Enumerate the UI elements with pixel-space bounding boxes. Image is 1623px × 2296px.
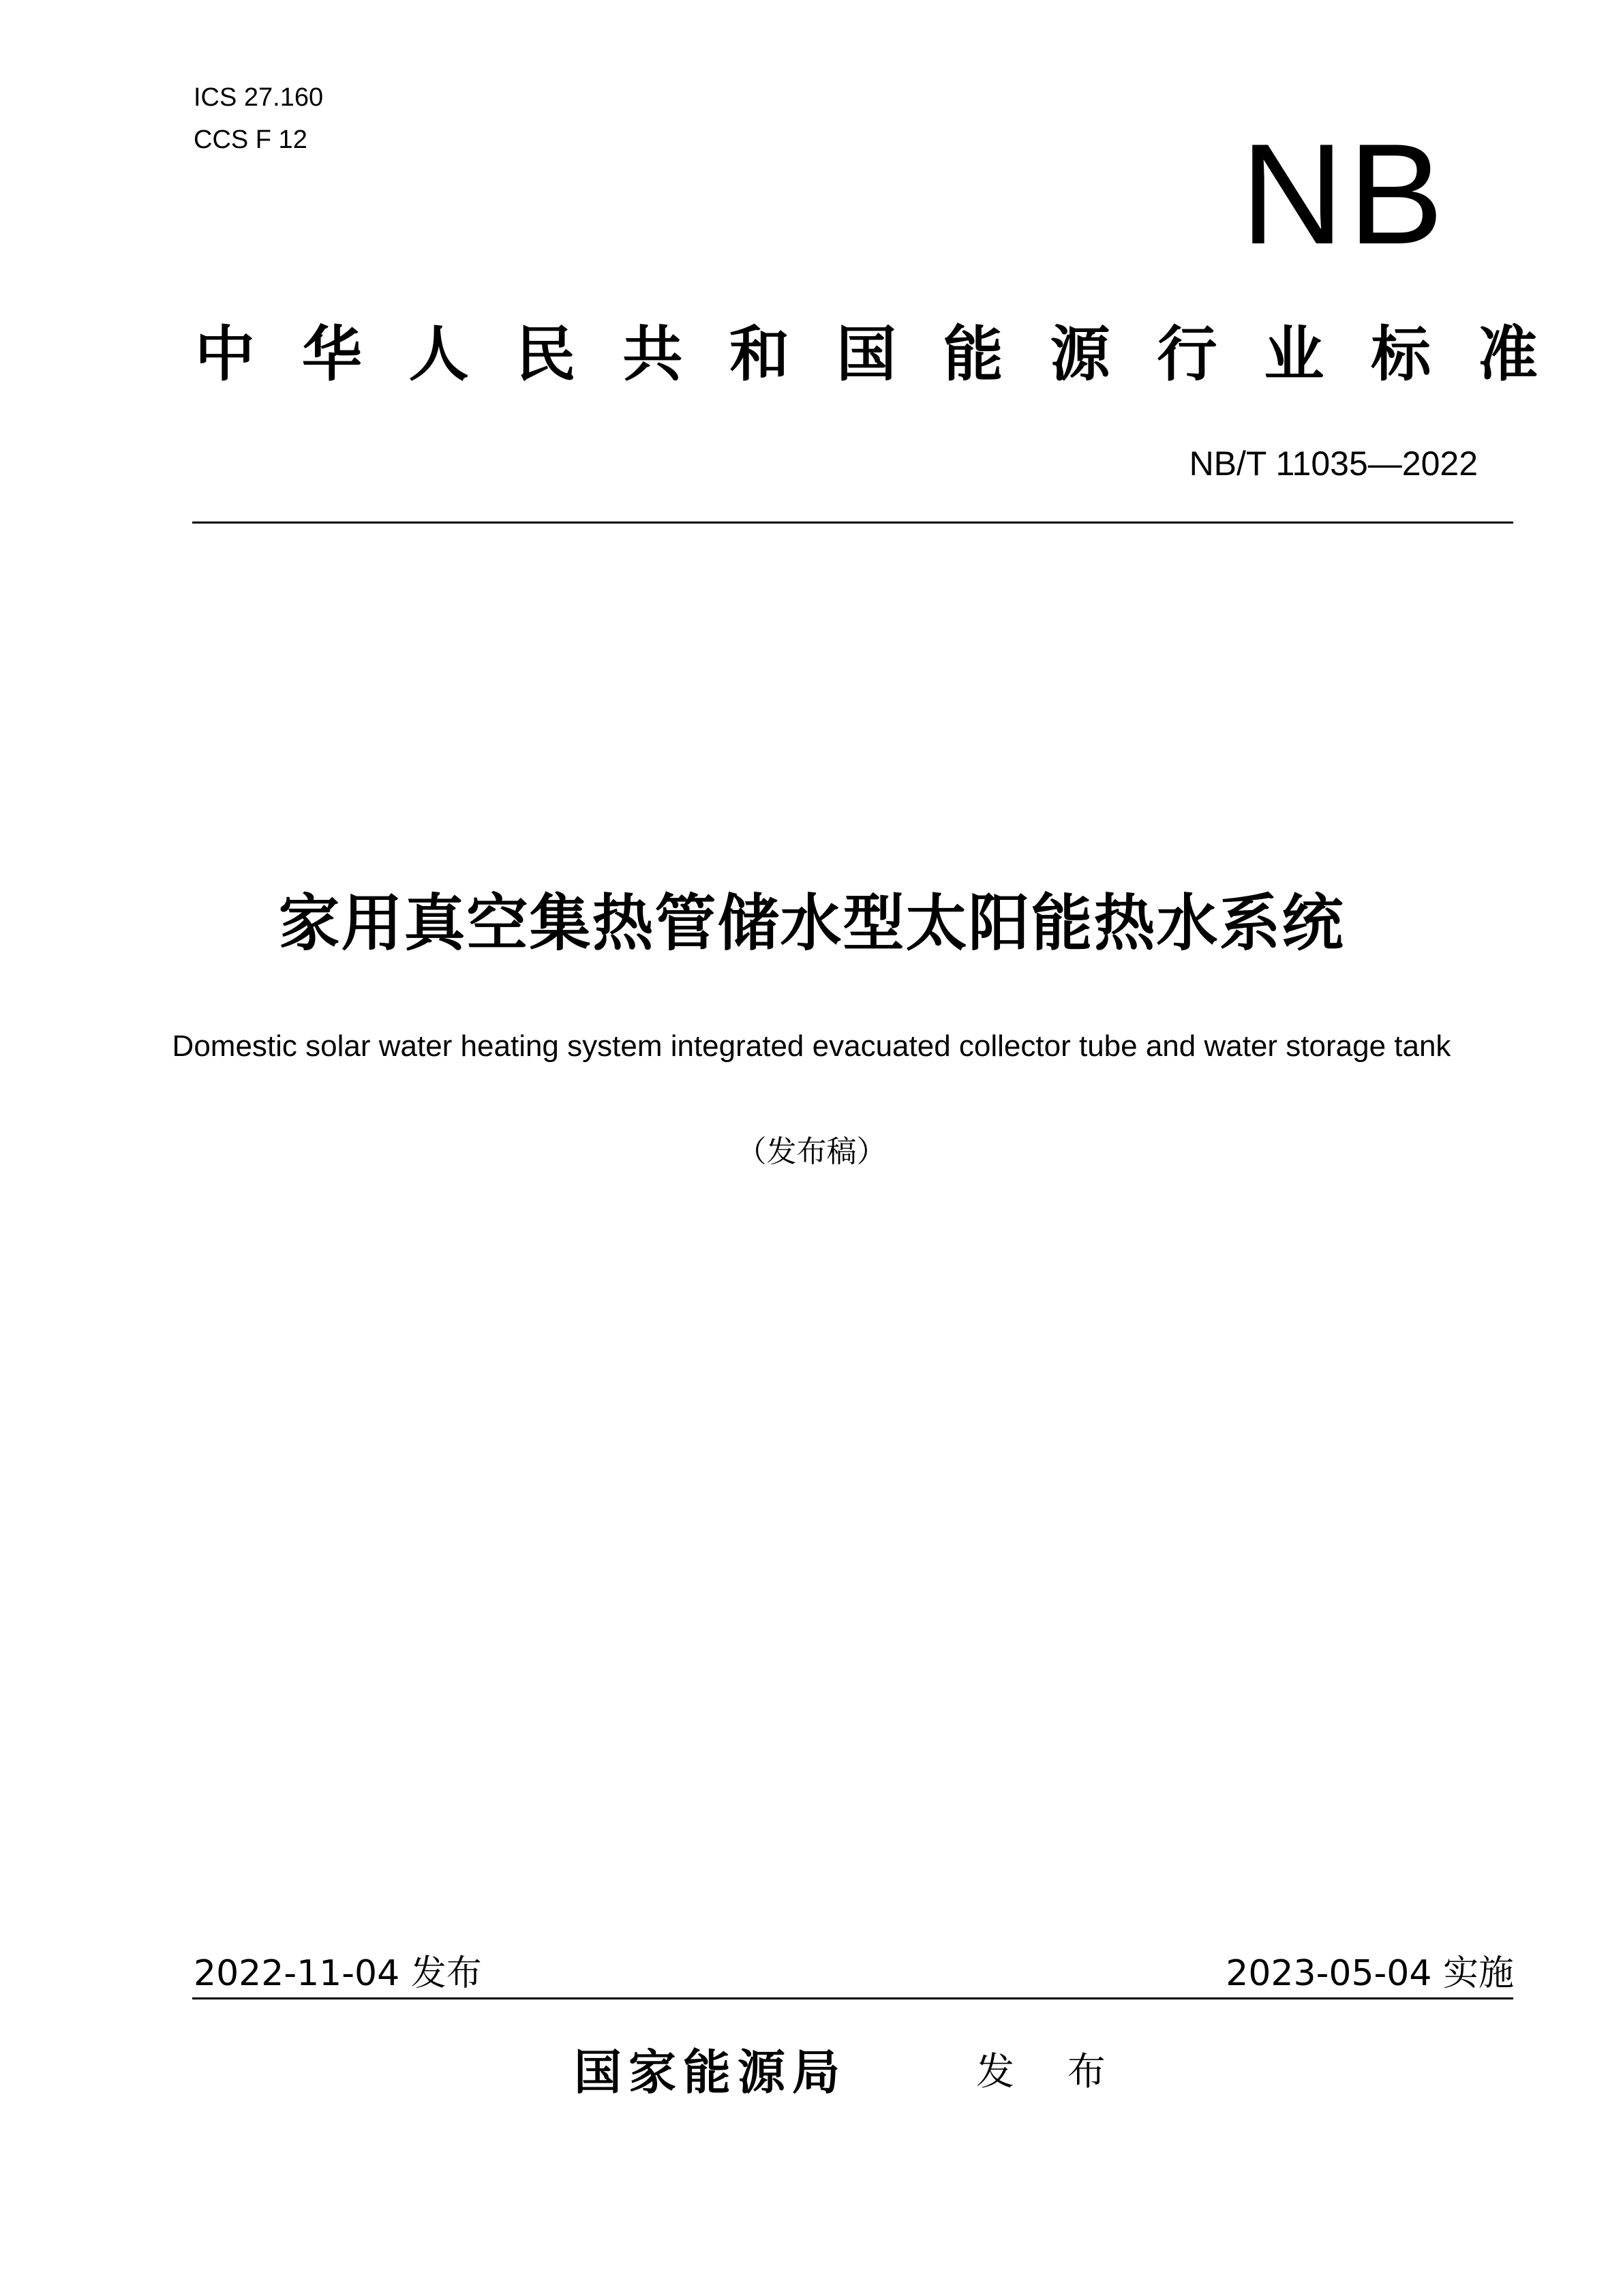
industry-title-char: 民 (515, 319, 576, 389)
industry-title-char: 业 (1264, 319, 1324, 389)
industry-title-char: 华 (301, 319, 362, 389)
industry-title-char: 能 (943, 319, 1003, 389)
industry-title-char: 国 (836, 319, 896, 389)
ics-code: ICS 27.160 (194, 83, 324, 112)
industry-title-char: 标 (1371, 319, 1431, 389)
publish-label: 发 布 (976, 2050, 1126, 2094)
standard-number: NB/T 11035—2022 (1189, 444, 1478, 483)
top-divider (192, 522, 1513, 524)
industry-title-char: 人 (408, 319, 469, 389)
industry-title-char: 共 (622, 319, 683, 389)
industry-title-char: 源 (1050, 319, 1110, 389)
industry-title-char: 准 (1477, 319, 1538, 389)
industry-title-char: 中 (195, 319, 256, 389)
draft-status-note: （发布稿） (736, 1134, 887, 1169)
industry-title-char: 行 (1157, 319, 1217, 389)
implementation-date: 2023-05-04 实施 (1226, 1953, 1514, 1994)
publisher-name: 国家能源局 (574, 2044, 847, 2100)
industry-title-char: 和 (729, 319, 790, 389)
nb-standard-mark: NB (1241, 114, 1448, 274)
document-title-en: Domestic solar water heating system integrated evacuated collector tube and water storage tank (172, 1029, 1451, 1063)
issue-date: 2022-11-04 发布 (194, 1953, 482, 1994)
ccs-code: CCS F 12 (194, 125, 307, 154)
industry-standard-title (195, 310, 1538, 399)
bottom-divider (192, 1997, 1513, 1999)
document-title-cn: 家用真空集热管储水型太阳能热水系统 (278, 888, 1345, 959)
